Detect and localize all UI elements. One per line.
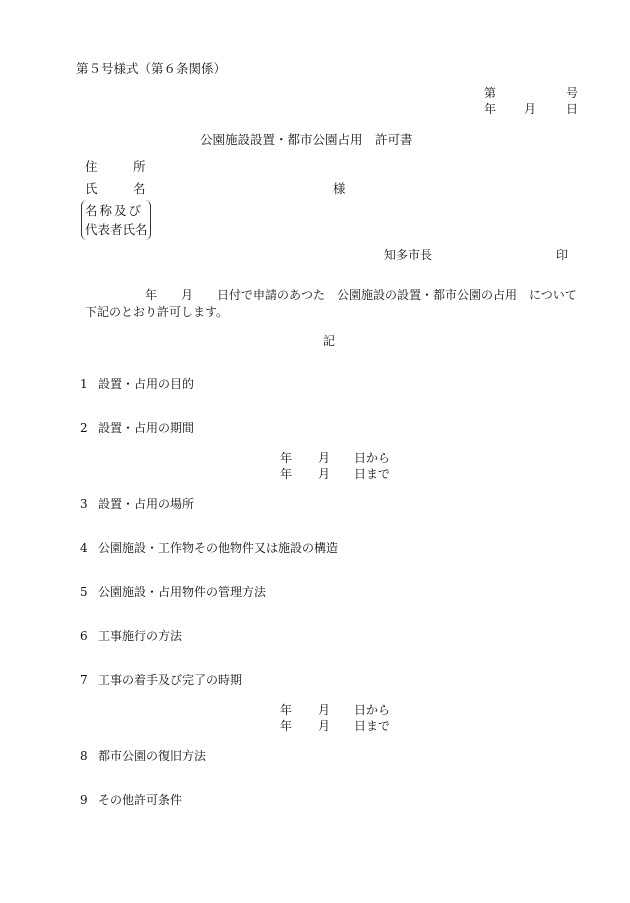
item-number: 7 — [80, 673, 88, 687]
item-number: 6 — [80, 629, 88, 643]
issue-day: 日 — [566, 102, 579, 116]
name-label-a: 氏 — [85, 181, 98, 196]
item-label: 公園施設・工作物その他物件又は施設の構造 — [98, 541, 339, 555]
issue-date — [484, 101, 578, 118]
work-period-from — [280, 702, 390, 719]
seal-mark: 印 — [556, 248, 569, 262]
period-year: 年 — [280, 467, 293, 481]
item-1 — [80, 376, 194, 393]
period-month: 月 — [318, 703, 331, 717]
item-number: 1 — [80, 377, 88, 391]
period-year: 年 — [280, 703, 293, 717]
item-number: 2 — [80, 421, 88, 435]
item-2 — [80, 420, 194, 437]
ki-heading: 記 — [323, 334, 336, 348]
item-label: 設置・占用の場所 — [98, 497, 195, 511]
issue-year: 年 — [484, 102, 497, 116]
item-label: 公園施設・占用物件の管理方法 — [98, 585, 267, 599]
period-month: 月 — [318, 719, 331, 733]
issue-month: 月 — [524, 102, 537, 116]
address-label-b: 所 — [133, 159, 146, 174]
issuer-mayor: 知多市長 — [384, 248, 433, 262]
item-label: 設置・占用の期間 — [98, 421, 195, 435]
item-label: 都市公園の復旧方法 — [98, 749, 207, 763]
item-5 — [80, 584, 266, 601]
period-day-to: 日まで — [354, 467, 391, 481]
permit-no-suffix: 号 — [566, 86, 579, 100]
item-number: 4 — [80, 541, 88, 555]
item-4 — [80, 540, 338, 557]
item-3 — [80, 496, 194, 513]
item-label: その他許可条件 — [98, 793, 183, 807]
period-day-from: 日から — [354, 703, 391, 717]
period-day-to: 日まで — [354, 719, 391, 733]
rep-label-line1: 名称及び — [85, 203, 144, 218]
item-label: 設置・占用の目的 — [98, 377, 195, 391]
body-text: 年 月 日付で申請のあつた 公園施設の設置・都市公園の占用 について下記のとおり許可します。 — [85, 288, 577, 320]
period-month: 月 — [318, 451, 331, 465]
period-year: 年 — [280, 719, 293, 733]
rep-label-line2: 代表者氏名 — [85, 222, 148, 237]
item-6 — [80, 628, 182, 645]
period-month: 月 — [318, 467, 331, 481]
item-number: 3 — [80, 497, 88, 511]
document-title: 公園施設設置・都市公園占用 許可書 — [200, 132, 413, 147]
item-number: 8 — [80, 749, 88, 763]
period-day-from: 日から — [354, 451, 391, 465]
work-period-to — [280, 718, 390, 735]
honorific: 様 — [333, 181, 346, 196]
permit-no-prefix: 第 — [484, 86, 497, 100]
item-label: 工事施行の方法 — [98, 629, 183, 643]
address-label-a: 住 — [85, 159, 98, 174]
item-9 — [80, 792, 182, 809]
item-label: 工事の着手及び完了の時期 — [98, 673, 243, 687]
item-8 — [80, 748, 206, 765]
form-number: 第５号様式（第６条関係） — [76, 61, 227, 76]
period-to — [280, 466, 390, 483]
item-7 — [80, 672, 242, 689]
item-number: 9 — [80, 793, 88, 807]
period-from — [280, 450, 390, 467]
period-year: 年 — [280, 451, 293, 465]
name-label-b: 名 — [133, 181, 146, 196]
item-number: 5 — [80, 585, 88, 599]
